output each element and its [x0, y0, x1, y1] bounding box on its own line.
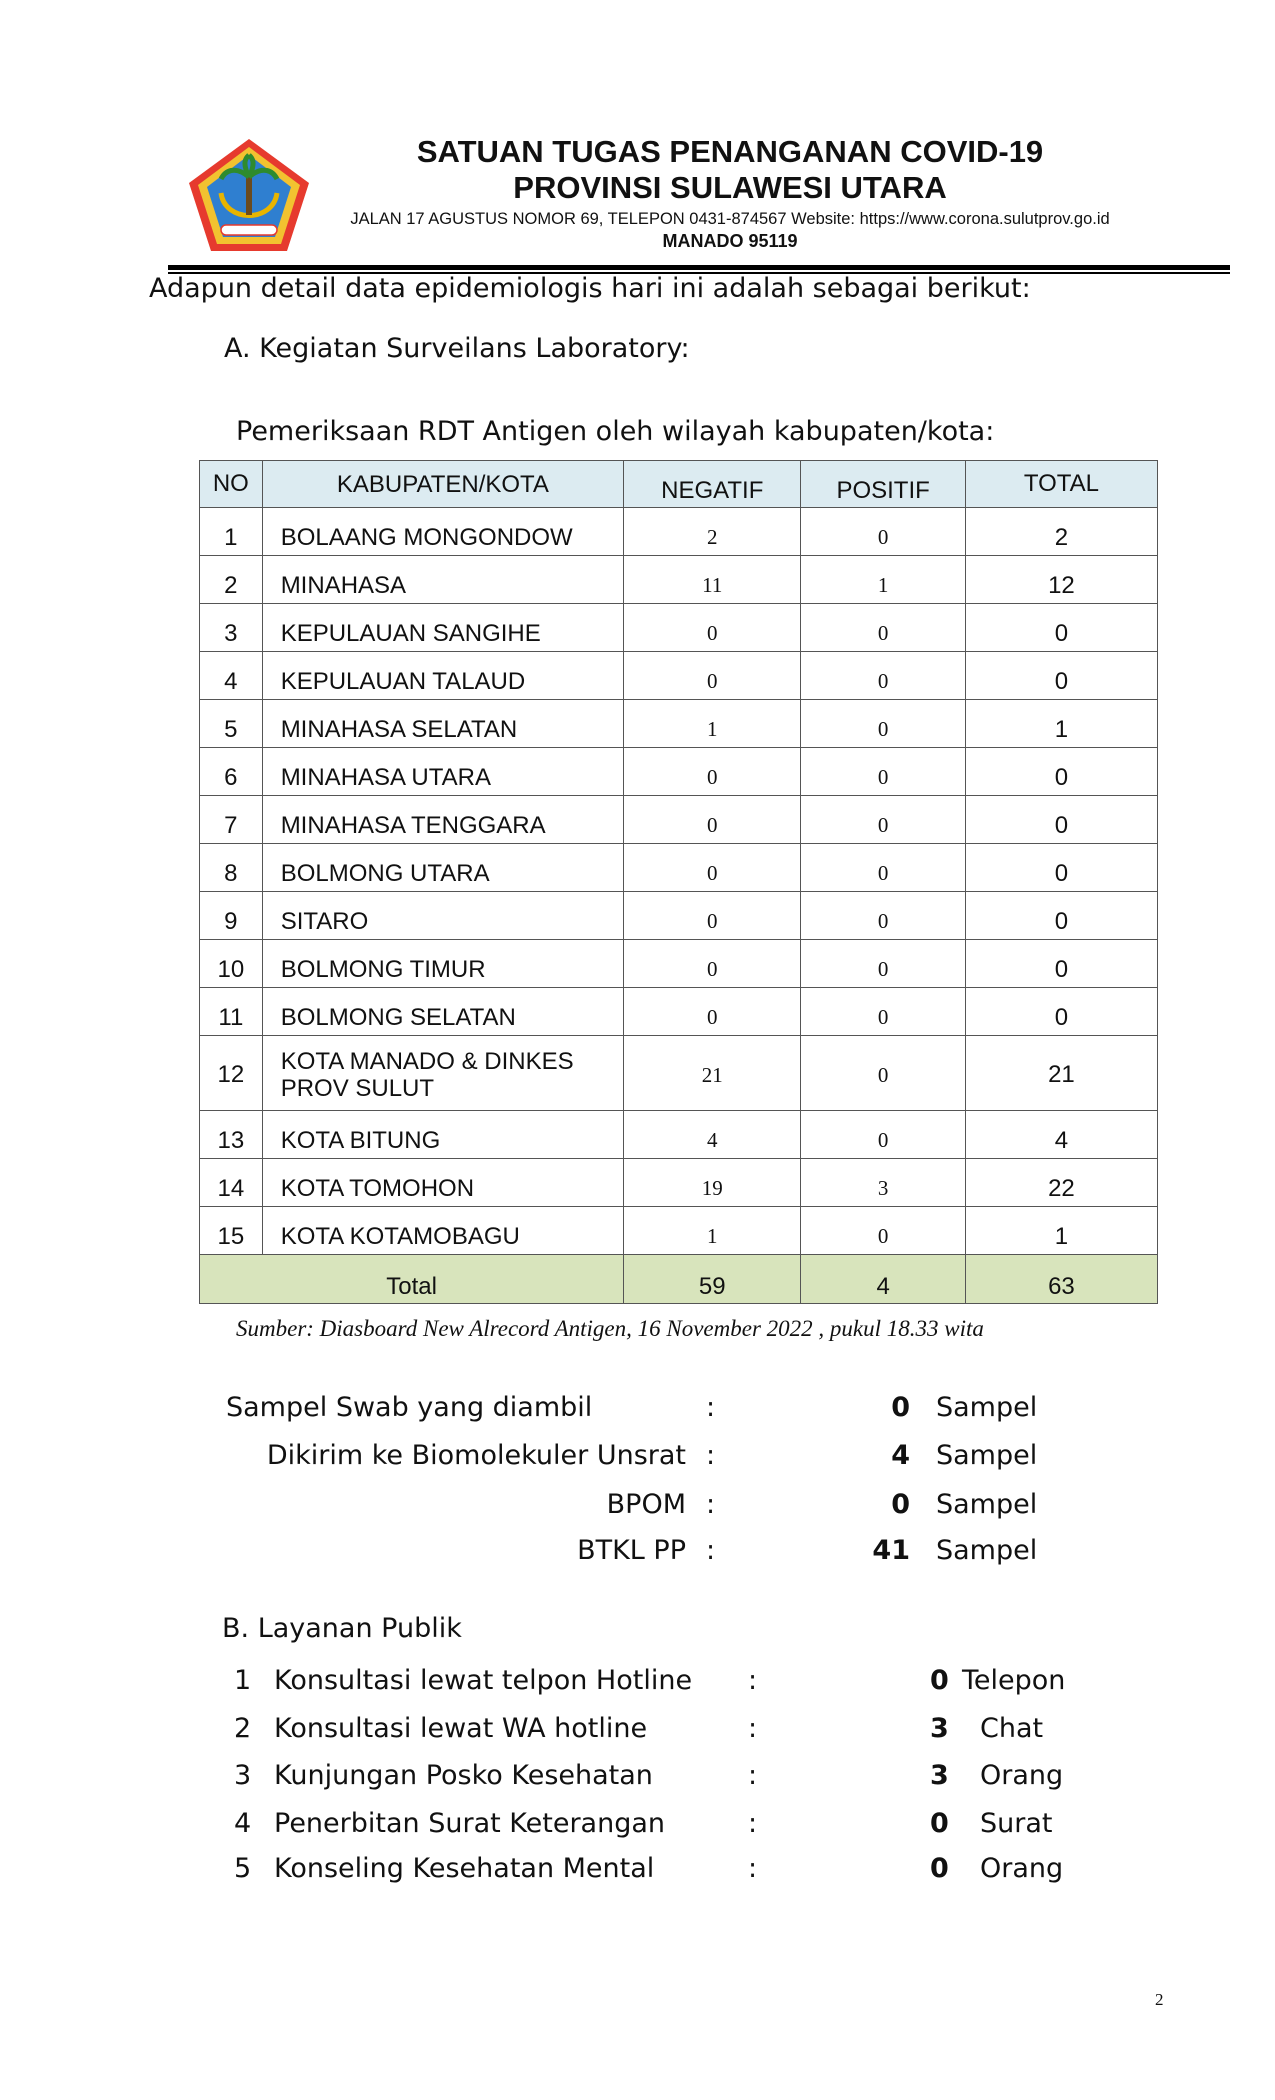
- row-positif: 0: [801, 1036, 965, 1111]
- row-kabupaten: MINAHASA SELATAN: [262, 700, 623, 748]
- row-no: 12: [200, 1036, 263, 1111]
- row-no: 10: [200, 940, 263, 988]
- table-row: [200, 652, 1158, 700]
- layanan-colon: :: [748, 1853, 758, 1884]
- table-row: [200, 748, 1158, 796]
- row-positif: 0: [801, 700, 965, 748]
- layanan-unit: Orang: [980, 1760, 1064, 1791]
- table-row: [200, 604, 1158, 652]
- table-row: [200, 556, 1158, 604]
- layanan-value: 0: [930, 1665, 949, 1696]
- row-total: 0: [965, 892, 1157, 940]
- row-negatif: 0: [624, 748, 801, 796]
- row-negatif: 0: [624, 652, 801, 700]
- layanan-number: 4: [234, 1808, 252, 1839]
- layanan-value: 0: [930, 1808, 949, 1839]
- section-a-heading: A. Kegiatan Surveilans Laboratory:: [224, 333, 690, 364]
- row-no: 3: [200, 604, 263, 652]
- row-kabupaten: KOTA MANADO & DINKES PROV SULUT: [262, 1036, 623, 1111]
- header-rule: [168, 265, 1230, 270]
- row-positif: 0: [801, 508, 965, 556]
- header-city: MANADO 95119: [662, 231, 798, 251]
- table-row: [200, 892, 1158, 940]
- row-total: 2: [965, 508, 1157, 556]
- table-title: Pemeriksaan RDT Antigen oleh wilayah kabupaten/kota:: [236, 416, 995, 447]
- sample-label: Dikirim ke Biomolekuler Unsrat: [266, 1440, 686, 1471]
- row-kabupaten: KOTA KOTAMOBAGU: [262, 1207, 623, 1255]
- row-positif: 0: [801, 844, 965, 892]
- row-negatif: 11: [624, 556, 801, 604]
- layanan-colon: :: [748, 1760, 758, 1791]
- layanan-colon: :: [748, 1808, 758, 1839]
- layanan-colon: :: [748, 1665, 758, 1696]
- layanan-number: 2: [234, 1713, 252, 1744]
- row-kabupaten: MINAHASA TENGGARA: [262, 796, 623, 844]
- header-title-line1: SATUAN TUGAS PENANGANAN COVID-19: [416, 134, 1044, 169]
- row-total: 0: [965, 940, 1157, 988]
- row-negatif: 0: [624, 988, 801, 1036]
- row-total: 0: [965, 844, 1157, 892]
- layanan-colon: :: [748, 1713, 758, 1744]
- row-total: 1: [965, 1207, 1157, 1255]
- row-negatif: 0: [624, 796, 801, 844]
- row-negatif: 1: [624, 700, 801, 748]
- sample-unit: Sampel: [936, 1535, 1038, 1566]
- layanan-unit: Telepon: [962, 1665, 1066, 1696]
- row-negatif: 0: [624, 940, 801, 988]
- row-no: 15: [200, 1207, 263, 1255]
- sample-colon: :: [706, 1440, 716, 1471]
- layanan-label: Konsultasi lewat telpon Hotline: [274, 1665, 693, 1696]
- row-positif: 3: [801, 1159, 965, 1207]
- row-total: 0: [965, 652, 1157, 700]
- table-row: [200, 1036, 1158, 1111]
- sample-label: BTKL PP: [577, 1535, 686, 1566]
- row-negatif: 21: [624, 1036, 801, 1111]
- row-no: 13: [200, 1111, 263, 1159]
- row-negatif: 0: [624, 844, 801, 892]
- row-no: 6: [200, 748, 263, 796]
- row-positif: 0: [801, 1111, 965, 1159]
- layanan-unit: Orang: [980, 1853, 1064, 1884]
- layanan-label: Penerbitan Surat Keterangan: [274, 1808, 666, 1839]
- row-kabupaten: BOLMONG TIMUR: [262, 940, 623, 988]
- header-address: JALAN 17 AGUSTUS NOMOR 69, TELEPON 0431-874567 Website: https://www.corona.sulutprov.go.id: [350, 210, 1110, 228]
- row-no: 8: [200, 844, 263, 892]
- row-negatif: 4: [624, 1111, 801, 1159]
- table-row: [200, 796, 1158, 844]
- table-row: [200, 988, 1158, 1036]
- sample-value: 0: [891, 1489, 910, 1520]
- layanan-value: 3: [930, 1760, 949, 1791]
- layanan-label: Konsultasi lewat WA hotline: [274, 1713, 648, 1744]
- layanan-label: Kunjungan Posko Kesehatan: [274, 1760, 653, 1791]
- row-kabupaten: KOTA BITUNG: [262, 1111, 623, 1159]
- row-no: 11: [200, 988, 263, 1036]
- row-negatif: 0: [624, 892, 801, 940]
- row-total: 4: [965, 1111, 1157, 1159]
- row-kabupaten: KEPULAUAN SANGIHE: [262, 604, 623, 652]
- row-kabupaten: KOTA TOMOHON: [262, 1159, 623, 1207]
- row-positif: 0: [801, 940, 965, 988]
- row-total: 21: [965, 1036, 1157, 1111]
- layanan-value: 0: [930, 1853, 949, 1884]
- row-positif: 0: [801, 604, 965, 652]
- row-negatif: 2: [624, 508, 801, 556]
- row-no: 14: [200, 1159, 263, 1207]
- sample-unit: Sampel: [936, 1440, 1038, 1471]
- row-total: 0: [965, 748, 1157, 796]
- sample-label: Sampel Swab yang diambil: [226, 1392, 593, 1423]
- table-row: [200, 844, 1158, 892]
- rdt-antigen-table: [199, 460, 1158, 1304]
- page-number: 2: [1155, 1990, 1164, 2009]
- row-positif: 0: [801, 988, 965, 1036]
- row-negatif: 0: [624, 604, 801, 652]
- row-no: 1: [200, 508, 263, 556]
- row-positif: 0: [801, 892, 965, 940]
- table-row: [200, 1207, 1158, 1255]
- table-row: [200, 1159, 1158, 1207]
- sample-colon: :: [706, 1489, 716, 1520]
- row-positif: 0: [801, 652, 965, 700]
- layanan-unit: Chat: [980, 1713, 1044, 1744]
- header-title-line2: PROVINSI SULAWESI UTARA: [513, 170, 947, 205]
- table-row: [200, 940, 1158, 988]
- row-kabupaten: MINAHASA UTARA: [262, 748, 623, 796]
- header-no: NO: [200, 461, 263, 508]
- total-positif: 4: [801, 1255, 965, 1304]
- provincial-logo: [185, 135, 313, 255]
- row-positif: 0: [801, 796, 965, 844]
- layanan-number: 3: [234, 1760, 252, 1791]
- table-row: [200, 508, 1158, 556]
- row-total: 0: [965, 604, 1157, 652]
- layanan-number: 1: [234, 1665, 252, 1696]
- header-total: TOTAL: [965, 461, 1157, 508]
- layanan-label: Konseling Kesehatan Mental: [274, 1853, 655, 1884]
- row-total: 22: [965, 1159, 1157, 1207]
- header-positif: POSITIF: [801, 461, 965, 508]
- sample-value: 41: [872, 1535, 910, 1566]
- header-kabupaten: KABUPATEN/KOTA: [262, 461, 623, 508]
- layanan-number: 5: [234, 1853, 252, 1884]
- row-kabupaten: MINAHASA: [262, 556, 623, 604]
- row-kabupaten: BOLMONG SELATAN: [262, 988, 623, 1036]
- source-note: Sumber: Diasboard New Alrecord Antigen, 16 November 2022 , pukul 18.33 wita: [236, 1316, 984, 1341]
- row-kabupaten: BOLMONG UTARA: [262, 844, 623, 892]
- table-row: [200, 1111, 1158, 1159]
- total-negatif: 59: [624, 1255, 801, 1304]
- row-no: 5: [200, 700, 263, 748]
- row-total: 0: [965, 796, 1157, 844]
- sample-unit: Sampel: [936, 1489, 1038, 1520]
- row-positif: 0: [801, 1207, 965, 1255]
- sample-value: 0: [891, 1392, 910, 1423]
- sample-colon: :: [706, 1392, 716, 1423]
- sample-colon: :: [706, 1535, 716, 1566]
- layanan-unit: Surat: [980, 1808, 1053, 1839]
- row-kabupaten: SITARO: [262, 892, 623, 940]
- row-negatif: 1: [624, 1207, 801, 1255]
- row-no: 2: [200, 556, 263, 604]
- sample-label: BPOM: [606, 1489, 686, 1520]
- row-no: 7: [200, 796, 263, 844]
- table-total-row: [200, 1255, 1158, 1304]
- row-kabupaten: BOLAANG MONGONDOW: [262, 508, 623, 556]
- header-negatif: NEGATIF: [624, 461, 801, 508]
- row-negatif: 19: [624, 1159, 801, 1207]
- table-row: [200, 700, 1158, 748]
- row-kabupaten: KEPULAUAN TALAUD: [262, 652, 623, 700]
- row-total: 1: [965, 700, 1157, 748]
- layanan-value: 3: [930, 1713, 949, 1744]
- sample-unit: Sampel: [936, 1392, 1038, 1423]
- row-no: 4: [200, 652, 263, 700]
- row-no: 9: [200, 892, 263, 940]
- row-positif: 0: [801, 748, 965, 796]
- table-header-row: [200, 461, 1158, 508]
- row-positif: 1: [801, 556, 965, 604]
- row-total: 12: [965, 556, 1157, 604]
- row-total: 0: [965, 988, 1157, 1036]
- total-label: Total: [200, 1255, 624, 1304]
- total-total: 63: [965, 1255, 1157, 1304]
- sample-value: 4: [891, 1440, 910, 1471]
- intro-text: Adapun detail data epidemiologis hari ini adalah sebagai berikut:: [149, 273, 1031, 304]
- section-b-heading: B. Layanan Publik: [222, 1613, 462, 1644]
